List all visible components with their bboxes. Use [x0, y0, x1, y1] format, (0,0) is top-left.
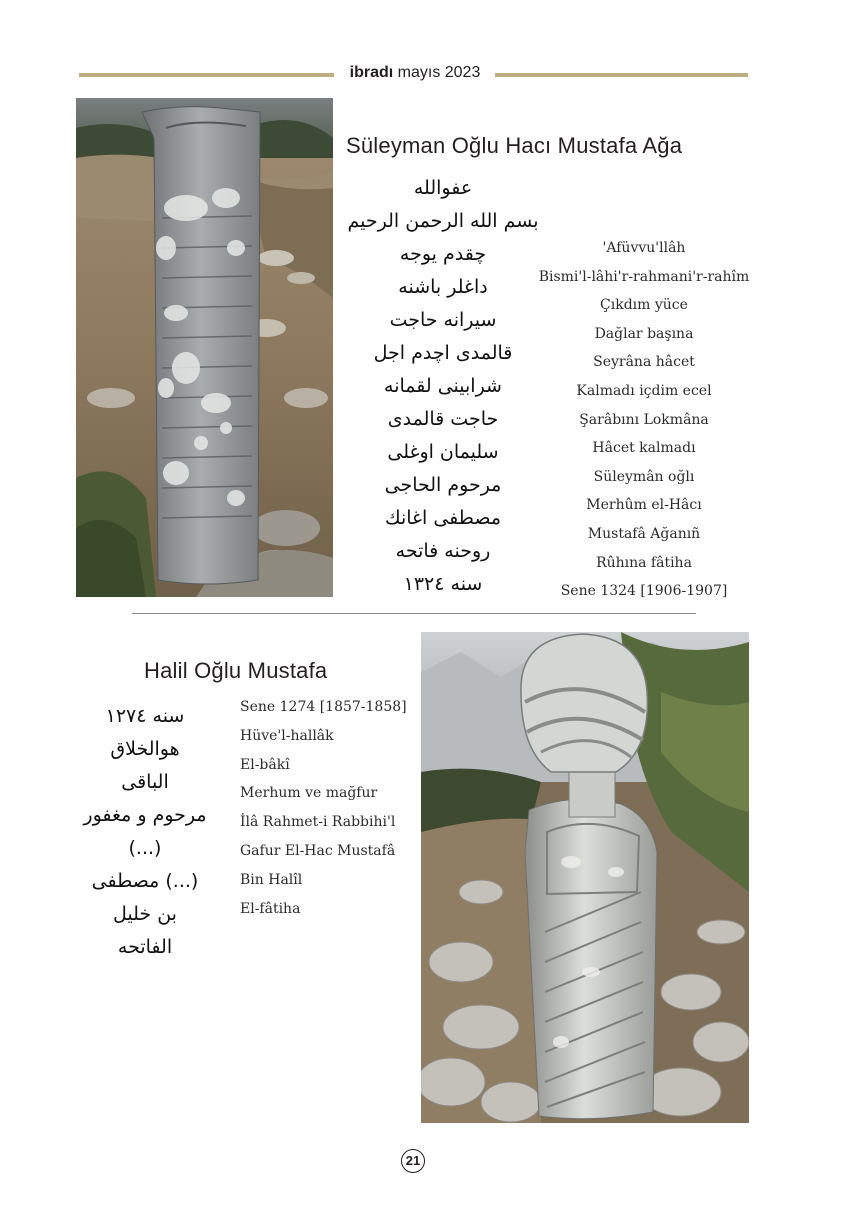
gravestone-photo-1: [76, 98, 333, 597]
translit-line: 'Afüvvu'llâh: [602, 240, 686, 256]
translit-line: Seyrâna hâcet: [593, 354, 695, 371]
header-rule-left: [79, 73, 334, 77]
translit-line: Sene 1274 [1857-1858]: [240, 699, 407, 715]
arabic-line: بن خليل: [113, 903, 177, 925]
translit-line: Sene 1324 [1906-1907]: [560, 583, 728, 600]
arabic-line: چقدم يوجه: [399, 243, 487, 265]
translit-line: İlâ Rahmet-i Rabbihi'l: [240, 814, 396, 831]
arabic-line: هوالخلاق: [110, 738, 180, 760]
arabic-line: (...): [128, 837, 162, 859]
page-number: 21: [401, 1149, 425, 1173]
translit-line: El-bâkî: [240, 756, 290, 773]
arabic-line: بسم الله الرحمن الرحيم: [347, 210, 539, 232]
arabic-line: الباقى: [121, 771, 169, 793]
gravestone-photo-2: [421, 632, 749, 1123]
issue-date: mayıs 2023: [397, 64, 481, 81]
arabic-line: شرابينى لقمانه: [384, 375, 502, 397]
arabic-line: الفاتحه: [117, 936, 173, 958]
arabic-line: سليمان اوغلى: [387, 441, 499, 463]
translit-line: Şarâbını Lokmâna: [579, 411, 709, 428]
translit-line: El-fâtiha: [240, 900, 301, 917]
magazine-name: ibradı: [349, 64, 394, 81]
translit-line: Hüve'l-hallâk: [240, 727, 334, 744]
section1-transliteration: [536, 234, 752, 606]
translit-line: Kalmadı içdim ecel: [576, 382, 712, 399]
arabic-line: (...) مصطفى: [91, 870, 199, 892]
arabic-line: داغلر باشنه: [398, 276, 488, 298]
section-divider: [132, 613, 696, 614]
arabic-line: سيرانه حاجت: [389, 309, 497, 331]
arabic-line: سنه ١٢٧٤: [105, 705, 185, 727]
section2-transliteration: [240, 693, 420, 923]
translit-line: Bin Halîl: [240, 871, 303, 888]
translit-line: Bismi'l-lâhi'r-rahmani'r-rahîm: [538, 268, 750, 285]
arabic-line: روحنه فاتحه: [395, 540, 491, 562]
arabic-line: مرحوم و مغفور: [83, 804, 207, 826]
section1-title: Süleyman Oğlu Hacı Mustafa Ağa: [346, 133, 683, 158]
section2-arabic-inscription: [60, 700, 230, 964]
section1-arabic-inscription: [338, 172, 548, 601]
translit-line: Çıkdım yüce: [600, 297, 688, 314]
header-rule-right: [495, 73, 748, 77]
arabic-line: سنه ١٣٢٤: [403, 573, 483, 595]
arabic-line: قالمدى اچدم اجل: [373, 342, 513, 364]
arabic-line: مرحوم الحاجى: [384, 474, 502, 496]
arabic-line: عفوالله: [413, 177, 473, 199]
arabic-line: حاجت قالمدى: [387, 408, 499, 430]
translit-line: Hâcet kalmadı: [592, 440, 696, 457]
translit-line: Süleymân oğlı: [593, 468, 695, 485]
translit-line: Merhûm el-Hâcı: [586, 497, 702, 514]
translit-line: Mustafâ Ağanıñ: [587, 525, 701, 542]
section2-title: Halil Oğlu Mustafa: [144, 658, 328, 683]
translit-line: Rûhına fâtiha: [596, 554, 692, 571]
running-header: [336, 62, 494, 84]
translit-line: Merhum ve mağfur: [240, 785, 378, 802]
translit-line: Gafur El-Hac Mustafâ: [240, 842, 396, 859]
arabic-line: مصطفى اغانك: [384, 507, 502, 529]
translit-line: Dağlar başına: [594, 325, 694, 342]
